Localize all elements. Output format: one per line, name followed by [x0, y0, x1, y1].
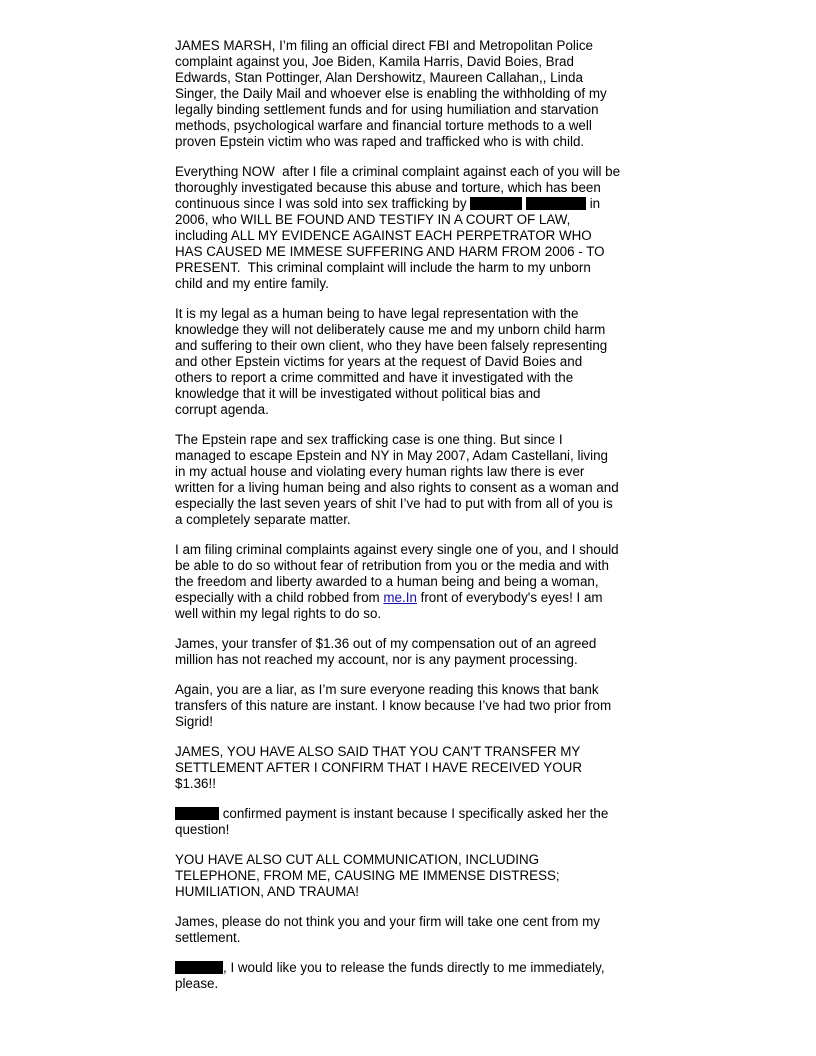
text-line: managed to escape Epstein and NY in May 2007, Adam Castellani, living [175, 448, 608, 463]
text-line: be able to do so without fear of retribution from you or the media and with [175, 558, 609, 573]
text-line: well within my legal rights to do so. [175, 606, 382, 621]
text-line: a completely separate matter. [175, 512, 351, 527]
paragraph [175, 38, 645, 150]
text-line: Edwards, Stan Pottinger, Alan Dershowitz, Maureen Callahan,, Linda [175, 70, 583, 85]
paragraph [175, 432, 645, 528]
text-segment: in [585, 196, 601, 211]
paragraph [175, 852, 645, 900]
text-line: thoroughly investigated because this abuse and torture, which has been [175, 180, 601, 195]
paragraph [175, 806, 645, 838]
text-line: James, please do not think you and your firm will take one cent from my [175, 914, 600, 929]
text-line: and suffering to their own client, who they have been falsely representing [175, 338, 608, 353]
text-line: TELEPHONE, FROM ME, CAUSING ME IMMENSE DISTRESS; [175, 868, 560, 883]
redaction-block [175, 807, 219, 820]
text-segment: especially with a child robbed from [175, 590, 384, 605]
text-line: SETTLEMENT AFTER I CONFIRM THAT I HAVE RECEIVED YOUR [175, 760, 582, 775]
paragraph [175, 744, 645, 792]
paragraph [175, 914, 645, 946]
text-line: including ALL MY EVIDENCE AGAINST EACH PERPETRATOR WHO [175, 228, 592, 243]
text-line: corrupt agenda. [175, 402, 269, 417]
redaction-block [175, 961, 223, 974]
text-segment: , I would like you to release the funds directly to me immediately, [223, 960, 605, 975]
text-line: 2006, who WILL BE FOUND AND TESTIFY IN A COURT OF LAW, [175, 212, 571, 227]
text-line: legally binding settlement funds and for using humiliation and starvation [175, 102, 599, 117]
text-line: Sigrid! [175, 714, 213, 729]
text-line: Everything NOW after I file a criminal complaint against each of you will be [175, 164, 621, 179]
text-line: knowledge that it will be investigated without political bias and [175, 386, 541, 401]
text-line: others to report a crime committed and have it investigated with the [175, 370, 574, 385]
text-line: The Epstein rape and sex trafficking case is one thing. But since I [175, 432, 563, 447]
text-line: HAS CAUSED ME IMMESE SUFFERING AND HARM FROM 2006 - TO [175, 244, 605, 259]
text-line: It is my legal as a human being to have legal representation with the [175, 306, 579, 321]
text-line: methods, psychological warfare and financial torture methods to a well [175, 118, 592, 133]
text-line: Again, you are a liar, as I’m sure everyone reading this knows that bank [175, 682, 599, 697]
text-line: in my actual house and violating every human rights law there is ever [175, 464, 585, 479]
text-line: JAMES MARSH, I’m filing an official direct FBI and Metropolitan Police [175, 38, 593, 53]
text-line: YOU HAVE ALSO CUT ALL COMMUNICATION, INCLUDING [175, 852, 540, 867]
text-line: written for a living human being and also rights to consent as a woman and [175, 480, 619, 495]
text-segment: front of everybody's eyes! I am [416, 590, 603, 605]
text-line: PRESENT. This criminal complaint will include the harm to my unborn [175, 260, 591, 275]
paragraph [175, 636, 645, 668]
text-line: and other Epstein victims for years at the request of David Boies and [175, 354, 583, 369]
text-line: please. [175, 976, 219, 991]
text-line: transfers of this nature are instant. I know because I’ve had two prior from [175, 698, 612, 713]
text-line [175, 960, 645, 976]
paragraph [175, 306, 645, 418]
text-line [175, 196, 645, 212]
text-line: I am filing criminal complaints against every single one of you, and I should [175, 542, 619, 557]
text-line: complaint against you, Joe Biden, Kamila Harris, David Boies, Brad [175, 54, 574, 69]
paragraph [175, 960, 645, 992]
paragraph [175, 682, 645, 730]
text-line: settlement. [175, 930, 241, 945]
text-line: million has not reached my account, nor is any payment processing. [175, 652, 578, 667]
text-line: Singer, the Daily Mail and whoever else is enabling the withholding of my [175, 86, 607, 101]
text-line: proven Epstein victim who was raped and trafficked who is with child. [175, 134, 585, 149]
paragraph [175, 542, 645, 622]
redaction-block [470, 197, 522, 210]
paragraph [175, 164, 645, 292]
text-line: HUMILIATION, AND TRAUMA! [175, 884, 360, 899]
text-line: especially the last seven years of shit I’ve had to put with from all of you is [175, 496, 613, 511]
text-line [175, 590, 645, 606]
text-segment: confirmed payment is instant because I specifically asked her the [219, 806, 609, 821]
text-line: JAMES, YOU HAVE ALSO SAID THAT YOU CAN'T TRANSFER MY [175, 744, 581, 759]
text-line: James, your transfer of $1.36 out of my compensation out of an agreed [175, 636, 597, 651]
text-line [175, 806, 645, 822]
inline-link[interactable]: me.In [383, 590, 417, 605]
text-line: child and my entire family. [175, 276, 329, 291]
text-line: $1.36!! [175, 776, 216, 791]
redaction-block [526, 197, 586, 210]
document-body [175, 38, 645, 1006]
text-segment: continuous since I was sold into sex trafficking by [175, 196, 471, 211]
text-line: knowledge they will not deliberately cause me and my unborn child harm [175, 322, 606, 337]
text-line: the freedom and liberty awarded to a human being and being a woman, [175, 574, 599, 589]
text-line: question! [175, 822, 230, 837]
